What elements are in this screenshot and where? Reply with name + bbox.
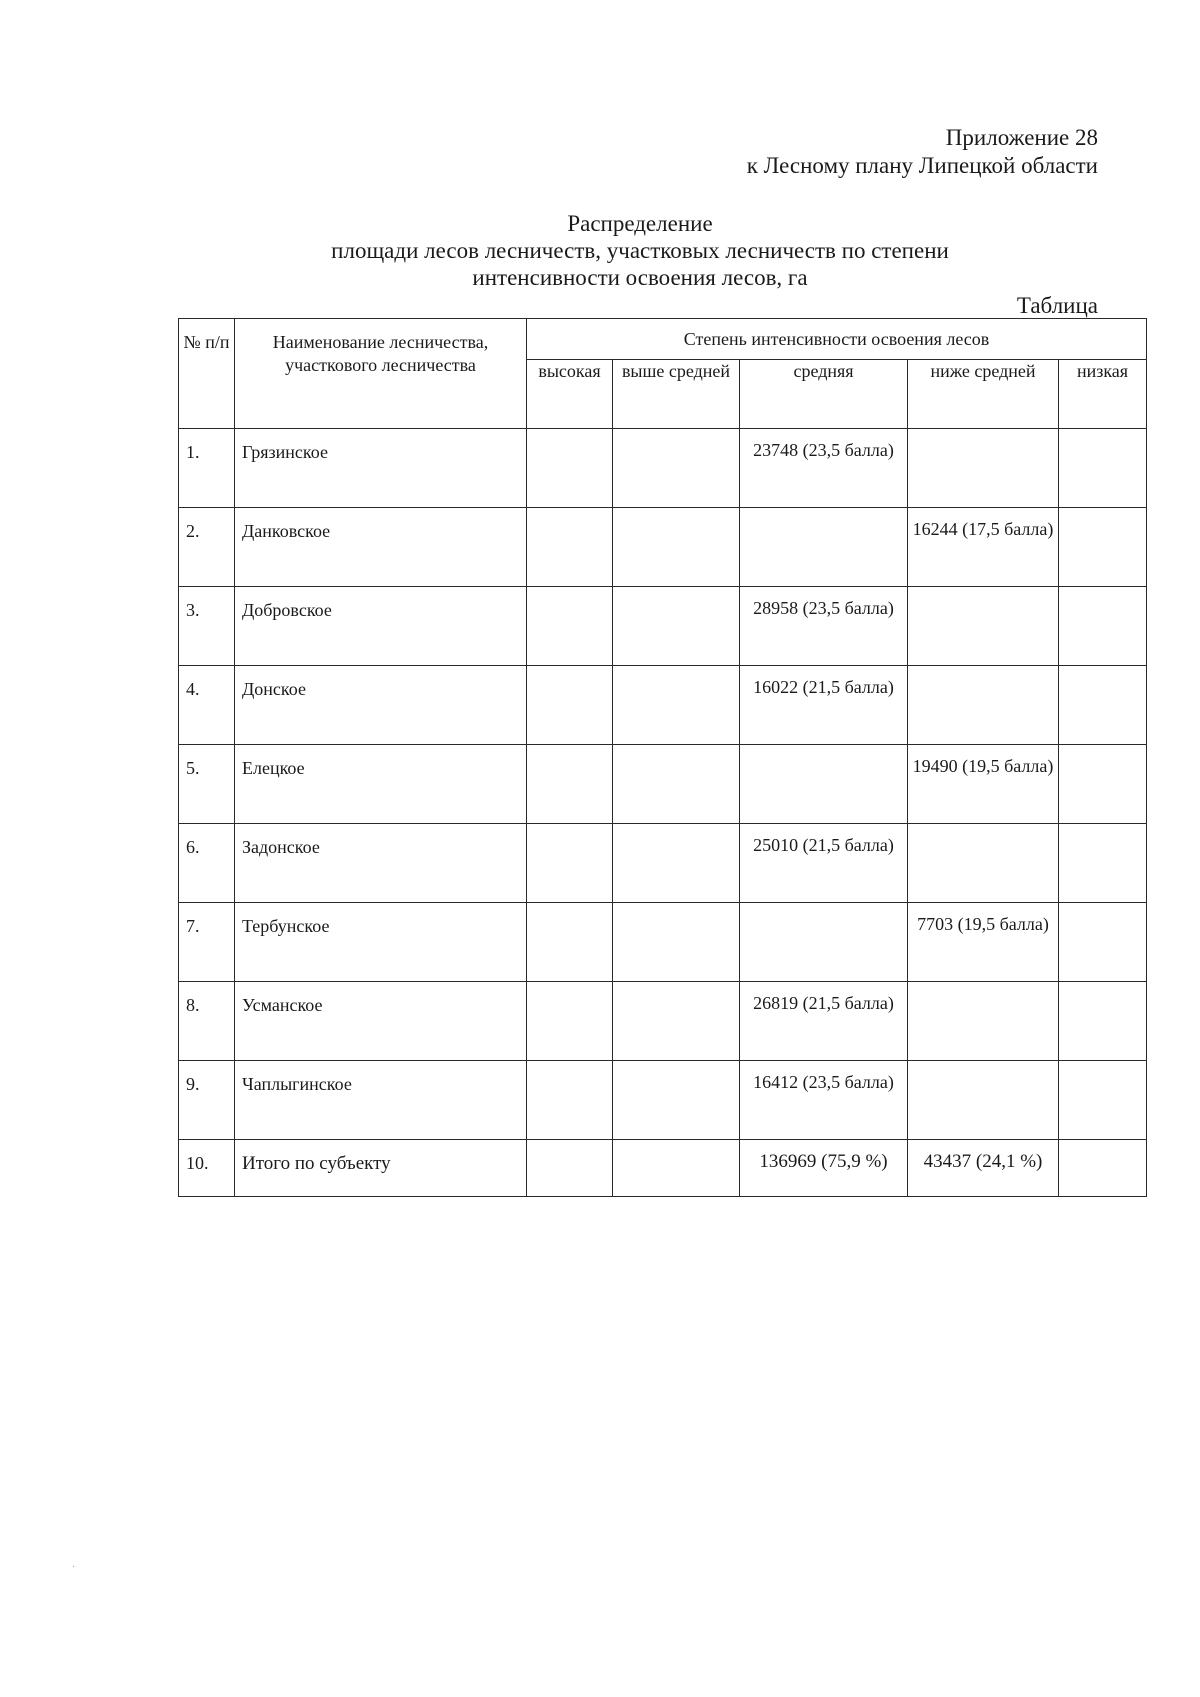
header-above-average: выше средней [613,360,740,429]
value-high [527,903,613,982]
header-forestry-name: Наименование лесничества, участкового лесничества [235,319,527,429]
forestry-name: Елецкое [235,745,527,824]
header-intensity-group: Степень интенсивности освоения лесов [527,319,1147,360]
row-number: 8. [179,982,235,1061]
table-row [179,982,1147,1061]
table-label: Таблица [1016,293,1098,318]
row-number: 5. [179,745,235,824]
value-above-average [613,508,740,587]
table-row [179,745,1147,824]
value-low [1059,666,1147,745]
value-average: 25010 (21,5 балла) [740,824,908,903]
value-above-average [613,745,740,824]
value-below-average [908,429,1059,508]
row-number: 3. [179,587,235,666]
title-line-1: Распределение [567,211,713,236]
row-number: 6. [179,824,235,903]
table-row [179,666,1147,745]
value-average: 23748 (23,5 балла) [740,429,908,508]
forestry-name: Грязинское [235,429,527,508]
value-above-average [613,824,740,903]
header-below-average: ниже средней [908,360,1059,429]
value-high [527,666,613,745]
value-average [740,508,908,587]
total-average: 136969 (75,9 %) [740,1140,908,1197]
value-low [1059,587,1147,666]
value-low [1059,508,1147,587]
total-above-average [613,1140,740,1197]
table-row [179,587,1147,666]
title-line-2: площади лесов лесничеств, участковых лесничеств по степени [331,238,949,263]
value-high [527,982,613,1061]
title-line-3: интенсивности освоения лесов, га [472,265,808,290]
value-above-average [613,429,740,508]
value-average: 28958 (23,5 балла) [740,587,908,666]
value-above-average [613,903,740,982]
value-below-average [908,982,1059,1061]
row-number: 1. [179,429,235,508]
table-row [179,429,1147,508]
value-high [527,1061,613,1140]
value-average: 16022 (21,5 балла) [740,666,908,745]
value-below-average: 7703 (19,5 балла) [908,903,1059,982]
row-number: 7. [179,903,235,982]
row-number: 9. [179,1061,235,1140]
value-below-average [908,824,1059,903]
value-low [1059,903,1147,982]
row-number: 10. [179,1140,235,1197]
table-row [179,508,1147,587]
value-high [527,587,613,666]
value-below-average [908,1061,1059,1140]
table-total-row [179,1140,1147,1197]
value-above-average [613,666,740,745]
total-label: Итого по субъекту [235,1140,527,1197]
value-high [527,824,613,903]
table-row [179,824,1147,903]
value-high [527,508,613,587]
document-title [200,210,1080,291]
forestry-name: Тербунское [235,903,527,982]
forestry-name: Донское [235,666,527,745]
value-low [1059,429,1147,508]
table-row [179,903,1147,982]
total-low [1059,1140,1147,1197]
total-below-average: 43437 (24,1 %) [908,1140,1059,1197]
appendix-reference [747,124,1098,180]
value-above-average [613,1061,740,1140]
value-below-average: 19490 (19,5 балла) [908,745,1059,824]
forestry-name: Добровское [235,587,527,666]
header-high: высокая [527,360,613,429]
appendix-number: Приложение 28 [945,125,1098,150]
row-number: 4. [179,666,235,745]
value-high [527,429,613,508]
row-number: 2. [179,508,235,587]
forest-intensity-table [178,318,1147,1197]
value-below-average [908,666,1059,745]
value-above-average [613,982,740,1061]
value-average [740,903,908,982]
header-average: средняя [740,360,908,429]
header-low: низкая [1059,360,1147,429]
value-average: 26819 (21,5 балла) [740,982,908,1061]
value-low [1059,1061,1147,1140]
scan-speck: · [72,1562,76,1573]
value-low [1059,982,1147,1061]
forestry-name: Усманское [235,982,527,1061]
value-low [1059,824,1147,903]
total-high [527,1140,613,1197]
forestry-name: Чаплыгинское [235,1061,527,1140]
value-above-average [613,587,740,666]
value-below-average [908,587,1059,666]
value-average [740,745,908,824]
forestry-name: Данковское [235,508,527,587]
table-row [179,1061,1147,1140]
appendix-plan-reference: к Лесному плану Липецкой области [746,153,1098,178]
value-average: 16412 (23,5 балла) [740,1061,908,1140]
value-high [527,745,613,824]
value-low [1059,745,1147,824]
header-number: № п/п [179,319,235,429]
value-below-average: 16244 (17,5 балла) [908,508,1059,587]
forestry-name: Задонское [235,824,527,903]
